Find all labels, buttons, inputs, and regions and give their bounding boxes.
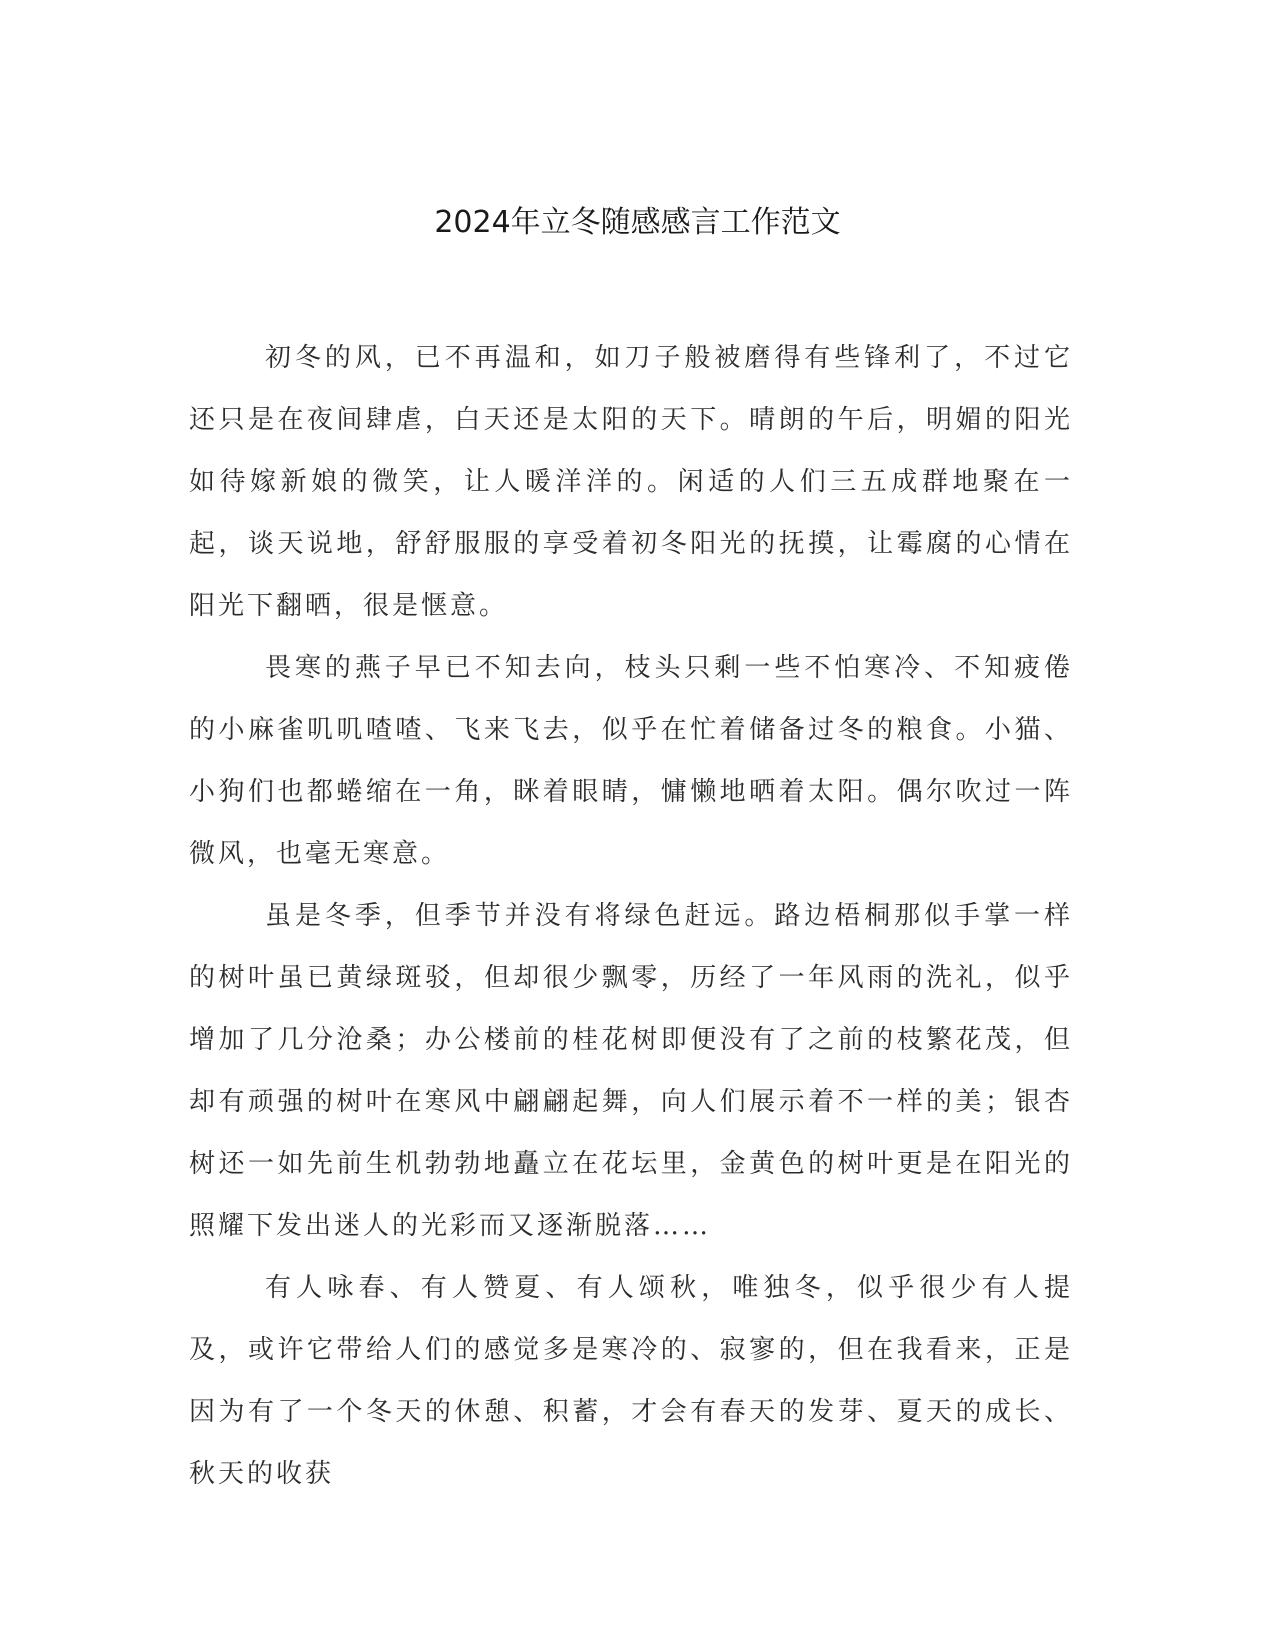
paragraph-3: 虽是冬季，但季节并没有将绿色赶远。路边梧桐那似手掌一样的树叶虽已黄绿斑驳，但却很少飘零，历经了一年风雨的洗礼，似乎增加了几分沧桑；办公楼前的桂花树即便没有了之前的枝繁花茂，但却有顽强的树叶在寒风中翩翩起舞，向人们展示着不一样的美；银杏树还一如先前生机勃勃地矗立在花坛里，金黄色的树叶更是在阳光的照耀下发出迷人的光彩而又逐渐脱落…… [189,901,1073,1241]
paragraph-4: 有人咏春、有人赞夏、有人颂秋，唯独冬，似乎很少有人提及，或许它带给人们的感觉多是寒冷的、寂寥的，但在我看来，正是因为有了一个冬天的休憩、积蓄，才会有春天的发芽、夏天的成长、秋天的收获 [189,1273,1073,1489]
document-title: 2024年立冬随感感言工作范文 [434,205,841,240]
paragraph-1: 初冬的风，已不再温和，如刀子般被磨得有些锋利了，不过它还只是在夜间肆虐，白天还是太阳的天下。晴朗的午后，明媚的阳光如待嫁新娘的微笑，让人暖洋洋的。闲适的人们三五成群地聚在一起，谈天说地，舒舒服服的享受着初冬阳光的抚摸，让霉腐的心情在阳光下翻晒，很是惬意。 [189,343,1073,621]
paragraph-2: 畏寒的燕子早已不知去向，枝头只剩一些不怕寒冷、不知疲倦的小麻雀叽叽喳喳、飞来飞去，似乎在忙着储备过冬的粮食。小猫、小狗们也都蜷缩在一角，眯着眼睛，慵懒地晒着太阳。偶尔吹过一阵微风，也毫无寒意。 [189,653,1073,869]
document-body [189,327,1073,1505]
